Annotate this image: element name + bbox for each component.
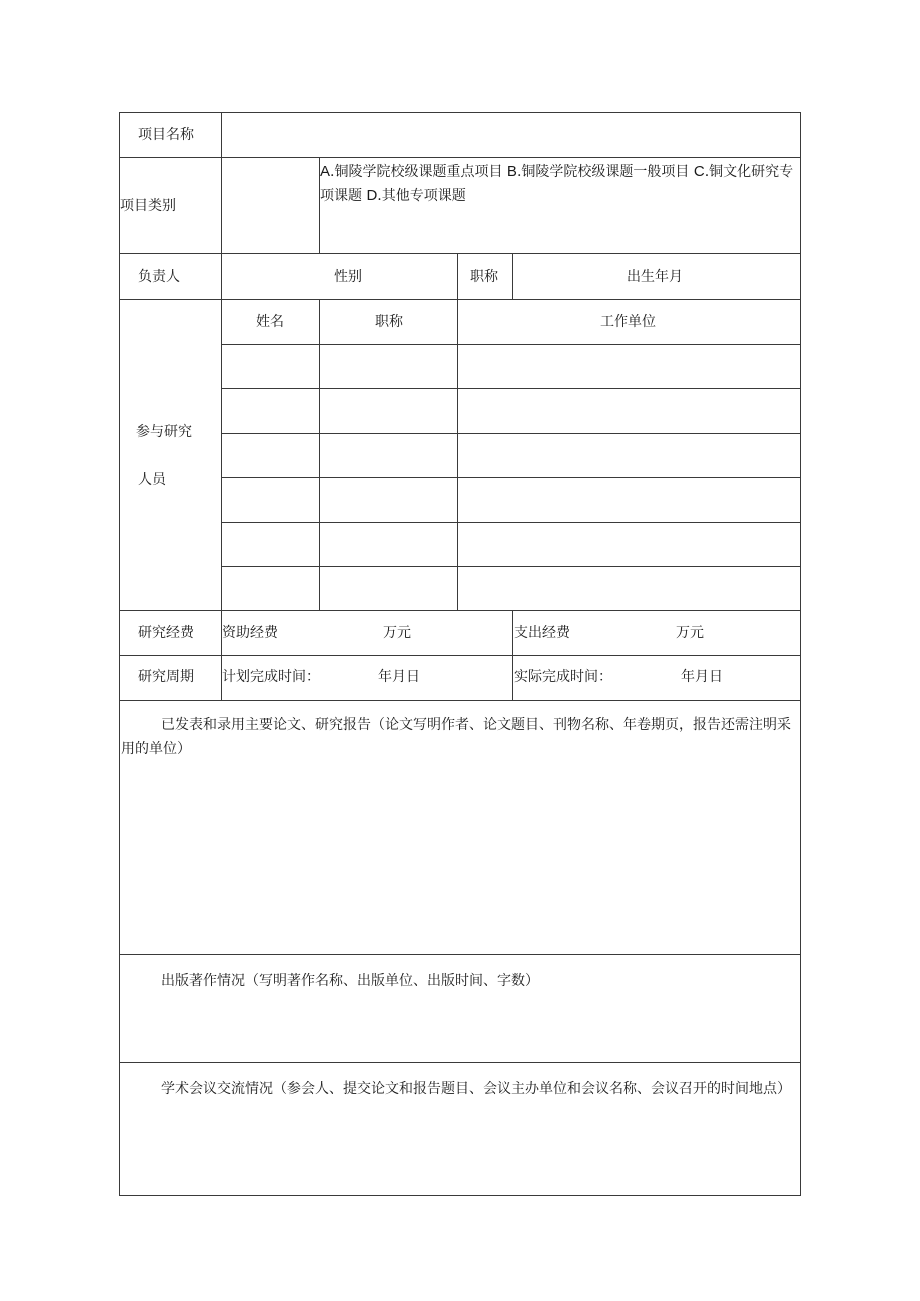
birth-date-label: 出生年月 [627, 269, 683, 285]
participants-label-line2: 人员 [138, 472, 166, 488]
spent-amount-label: 支出经费 [514, 625, 570, 641]
project-category-field[interactable] [223, 159, 318, 252]
books-field[interactable] [121, 996, 799, 1060]
column-divider [512, 610, 513, 700]
papers-field[interactable] [121, 766, 799, 952]
participants-header-title: 职称 [375, 314, 403, 330]
planned-completion-unit: 年月日 [378, 669, 420, 685]
participant-row-4-title[interactable] [321, 479, 456, 521]
participant-row-3-unit[interactable] [459, 435, 800, 476]
leader-title-label: 职称 [470, 269, 498, 285]
project-category-options [320, 160, 800, 208]
column-divider [457, 299, 458, 610]
row-divider [119, 1062, 801, 1063]
leader-label: 负责人 [138, 269, 180, 285]
option-a-letter: A [320, 163, 331, 180]
gender-label: 性别 [334, 269, 362, 285]
column-divider [319, 299, 320, 610]
period-label: 研究周期 [138, 669, 194, 685]
participant-row-1-title[interactable] [321, 346, 456, 387]
participant-row-1-unit[interactable] [459, 346, 800, 387]
participant-row-5-name[interactable] [223, 524, 318, 565]
funded-amount-unit: 万元 [383, 625, 411, 641]
participants-header-name: 姓名 [256, 314, 284, 330]
option-b-text: .铜陵学院校级课题一般项目 [516, 164, 694, 180]
participant-row-6-name[interactable] [223, 568, 318, 609]
row-divider [119, 954, 801, 955]
option-a-text: .铜陵学院校级课题重点项目 [330, 164, 507, 180]
participant-row-4-unit[interactable] [459, 479, 800, 521]
project-name-field[interactable] [230, 125, 790, 147]
conference-field[interactable] [121, 1130, 799, 1194]
books-prompt: 出版著作情况（写明著作名称、出版单位、出版时间、字数） [161, 973, 539, 989]
participant-row-6-title[interactable] [321, 568, 456, 609]
row-divider [221, 388, 801, 389]
row-divider [221, 433, 801, 434]
option-c-text: .铜文化研究专项课题 [320, 164, 794, 204]
funding-label: 研究经费 [138, 625, 194, 641]
row-divider [119, 700, 801, 701]
option-d-letter: D [366, 187, 378, 204]
row-divider [221, 344, 801, 345]
planned-completion-label: 计划完成时间： [222, 669, 320, 685]
participant-row-2-name[interactable] [223, 390, 318, 432]
participant-row-3-name[interactable] [223, 435, 318, 476]
participants-header-unit: 工作单位 [600, 314, 656, 330]
spent-amount-unit: 万元 [676, 625, 704, 641]
participant-row-5-title[interactable] [321, 524, 456, 565]
option-c-letter: C [693, 163, 705, 180]
conference-prompt: 学术会议交流情况（参会人、提交论文和报告题目、会议主办单位和会议名称、会议召开的时间地点） [161, 1081, 791, 1097]
participant-row-5-unit[interactable] [459, 524, 800, 565]
planned-completion-field[interactable] [322, 659, 374, 697]
participant-row-1-name[interactable] [223, 346, 318, 387]
participant-row-4-name[interactable] [223, 479, 318, 521]
participant-row-2-unit[interactable] [459, 390, 800, 432]
participant-row-3-title[interactable] [321, 435, 456, 476]
papers-prompt: 已发表和录用主要论文、研究报告（论文写明作者、论文题目、刊物名称、年卷期页，报告还需注明采用的单位） [121, 717, 791, 757]
funded-amount-field[interactable] [290, 614, 378, 652]
spent-amount-field[interactable] [582, 614, 670, 652]
column-divider [457, 253, 458, 299]
actual-completion-label: 实际完成时间： [514, 669, 612, 685]
row-divider [221, 522, 801, 523]
row-divider [221, 566, 801, 567]
participant-row-2-title[interactable] [321, 390, 456, 432]
actual-completion-field[interactable] [614, 659, 676, 697]
participants-label-line1: 参与研究 [136, 424, 192, 440]
column-divider [221, 112, 222, 700]
funded-amount-label: 资助经费 [222, 625, 278, 641]
column-divider [512, 253, 513, 299]
project-category-label: 项目类别 [120, 198, 176, 214]
actual-completion-unit: 年月日 [681, 669, 723, 685]
leader-field[interactable] [223, 255, 318, 298]
option-d-text: .其他专项课题 [377, 188, 466, 204]
project-name-label: 项目名称 [138, 127, 194, 143]
option-b-letter: B [506, 163, 517, 180]
participant-row-6-unit[interactable] [459, 568, 800, 609]
row-divider [221, 477, 801, 478]
